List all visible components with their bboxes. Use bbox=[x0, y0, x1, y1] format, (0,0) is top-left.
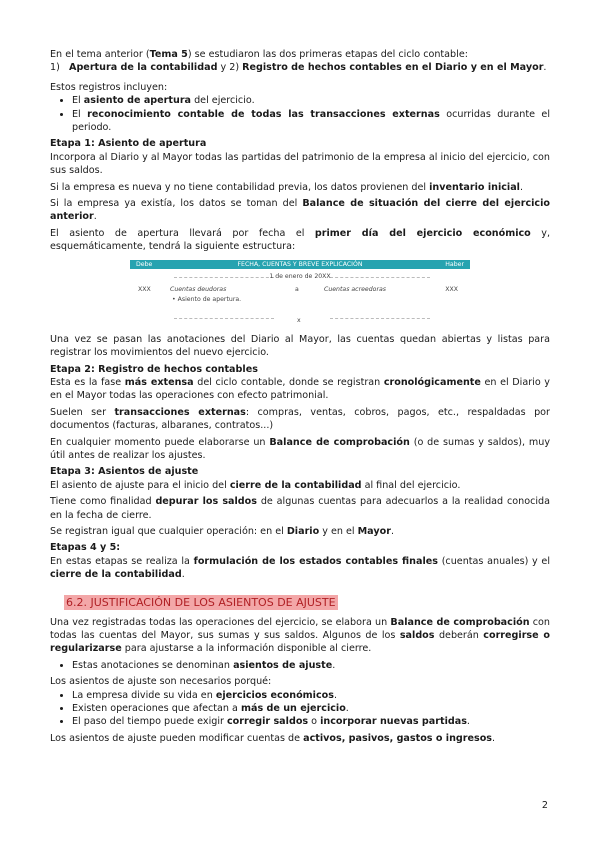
bold-text: Diario bbox=[286, 525, 320, 537]
list-item bbox=[72, 94, 550, 107]
text: El asiento de apertura llevará por fecha el bbox=[50, 227, 315, 239]
bold-text: ejercicios económicos bbox=[215, 689, 334, 701]
text: del ciclo contable, donde se registran bbox=[193, 376, 384, 388]
bold-text: Balance de comprobación bbox=[390, 616, 530, 628]
text: . bbox=[466, 716, 470, 728]
bold-text: corregir saldos bbox=[227, 716, 309, 728]
bold-text: inventario inicial bbox=[429, 181, 520, 193]
etapa1-p1: Incorpora al Diario y al Mayor todas las partidas del patrimonio de la empresa al inicio del ejercicio, con sus saldos. bbox=[50, 151, 550, 177]
text: En cualquier momento puede elaborarse un bbox=[50, 436, 270, 448]
etapa1-p3 bbox=[50, 197, 550, 224]
bold-text: transacciones externas bbox=[114, 406, 246, 418]
etapa1-p4 bbox=[50, 227, 550, 254]
etapa3-heading: Etapa 3: Asientos de ajuste bbox=[50, 466, 199, 478]
text: Una vez registradas todas las operaciones del ejercicio, se elabora un bbox=[50, 616, 391, 628]
text: ocurridas durante el periodo. bbox=[72, 108, 550, 134]
text: . bbox=[333, 689, 338, 701]
text: . bbox=[543, 62, 547, 74]
list-item bbox=[72, 715, 550, 728]
cuentas-acreedoras: Cuentas acreedoras bbox=[324, 285, 387, 293]
list-item bbox=[72, 659, 550, 672]
journal-entry-table bbox=[130, 260, 470, 327]
etapa1-heading: Etapa 1: Asiento de apertura bbox=[50, 138, 207, 150]
bold-text: depurar los saldos bbox=[155, 496, 257, 508]
section62-last bbox=[50, 732, 550, 745]
text: ) se estudiaron las dos primeras etapas del ciclo contable: bbox=[187, 49, 468, 60]
etapa3-p3 bbox=[50, 525, 550, 538]
cuentas-deudoras: Cuentas deudoras bbox=[170, 285, 227, 293]
entry-note: • Asiento de apertura. bbox=[172, 295, 242, 303]
text: Tiene como finalidad bbox=[50, 496, 156, 508]
text: : compras, ventas, cobros, pagos, etc., respaldadas por documentos (facturas, albaranes, contratos...) bbox=[50, 406, 550, 432]
entry-date: 1 de enero de 20XX bbox=[269, 272, 331, 280]
bold-text: asiento de apertura bbox=[83, 95, 192, 107]
etapa2-p3 bbox=[50, 436, 550, 463]
text: La empresa divide su vida en bbox=[72, 689, 216, 701]
text: (o de sumas y saldos), muy útil antes de realizar los ajustes. bbox=[50, 436, 550, 461]
text: El paso del tiempo puede exigir bbox=[72, 716, 227, 728]
etapa1-p2 bbox=[50, 181, 550, 194]
bold-text: saldos bbox=[399, 630, 435, 641]
etapa45-p1 bbox=[50, 555, 550, 582]
text: Si la empresa es nueva y no tiene contabilidad previa, los datos provienen del bbox=[50, 181, 430, 193]
table-body bbox=[130, 269, 470, 327]
text: Los asientos de ajuste pueden modificar cuentas de bbox=[50, 732, 304, 744]
text: . bbox=[181, 569, 185, 581]
text: . bbox=[332, 659, 336, 671]
text: 1) bbox=[50, 62, 60, 74]
bold-text: cierre de la contabilidad bbox=[50, 569, 182, 581]
text: En el tema anterior ( bbox=[50, 49, 150, 60]
registros-list bbox=[50, 94, 550, 134]
col-haber: Haber bbox=[445, 260, 464, 268]
text: Se registran igual que cualquier operación: en el bbox=[50, 525, 287, 537]
reasons-list bbox=[50, 689, 550, 729]
text: deberán bbox=[434, 630, 484, 641]
intro-line-1 bbox=[50, 48, 550, 61]
text: Esta es la fase bbox=[50, 376, 125, 388]
debe-amount: XXX bbox=[138, 285, 151, 293]
page-number: 2 bbox=[541, 800, 548, 811]
text: (cuentas anuales) y el bbox=[437, 555, 550, 567]
bold-text: más extensa bbox=[124, 376, 194, 388]
col-debe: Debe bbox=[136, 260, 153, 268]
bold-text: cronológicamente bbox=[383, 376, 481, 388]
document-page bbox=[50, 48, 550, 748]
text: con todas las cuentas del Mayor, sus sumas y sus saldos. Algunos de los bbox=[50, 616, 550, 641]
bold-text: corregirse o regularizarse bbox=[50, 630, 550, 655]
text: . bbox=[390, 525, 394, 537]
text: y 2) bbox=[217, 62, 243, 74]
bold-text: reconocimiento contable de todas las transacciones externas bbox=[87, 108, 440, 120]
text: para ajustarse a la información disponible al cierre. bbox=[121, 643, 372, 655]
text: y en el bbox=[319, 525, 358, 537]
etapa2-heading: Etapa 2: Registro de hechos contables bbox=[50, 363, 258, 375]
text: Estas anotaciones se denominan bbox=[72, 659, 234, 671]
bold-text: Registro de hechos contables en el Diario y en el Mayor bbox=[242, 62, 544, 74]
text: Existen operaciones que afectan a bbox=[72, 703, 241, 715]
bold-text: cierre de la contabilidad bbox=[229, 479, 362, 491]
text: . bbox=[345, 703, 349, 715]
section62-p1 bbox=[50, 616, 550, 656]
bold-text: activos, pasivos, gastos o ingresos bbox=[303, 732, 493, 744]
etapa2-p2 bbox=[50, 406, 550, 433]
a-separator: a bbox=[295, 285, 299, 293]
bold-text: Mayor bbox=[357, 525, 391, 537]
text: El bbox=[72, 108, 88, 120]
text: y, esquemáticamente, tendrá la siguiente estructura: bbox=[50, 227, 550, 253]
text: en el Diario y en el Mayor todas las operaciones con efecto patrimonial. bbox=[50, 376, 550, 402]
bold-text: Balance de comprobación bbox=[269, 436, 410, 448]
bold-text: Balance de situación del cierre del ejercicio anterior bbox=[50, 198, 550, 223]
col-explicacion: FECHA, CUENTAS Y BREVE EXPLICACIÓN bbox=[237, 260, 363, 268]
text: En estas etapas se realiza la bbox=[50, 555, 194, 567]
bold-text: más de un ejercicio bbox=[240, 703, 346, 715]
text: Si la empresa ya existía, los datos se toman del bbox=[50, 198, 303, 210]
bold-text: formulación de los estados contables finales bbox=[193, 555, 438, 567]
etapa2-p1 bbox=[50, 376, 550, 403]
x-separator: x bbox=[297, 316, 301, 324]
bold-text: Apertura de la contabilidad bbox=[69, 62, 218, 74]
intro-line-2 bbox=[50, 61, 550, 74]
text: El bbox=[72, 95, 84, 107]
table-header bbox=[130, 260, 470, 269]
after-table-text: Una vez se pasan las anotaciones del Diario al Mayor, las cuentas quedan abiertas y listas para registrar los movimientos del nuevo ejercicio. bbox=[50, 333, 550, 359]
etapa45-heading: Etapas 4 y 5: bbox=[50, 542, 121, 554]
section-heading-6-2: 6.2. JUSTIFICACIÓN DE LOS ASIENTOS DE AJUSTE bbox=[66, 595, 336, 609]
bold-text: Tema 5 bbox=[149, 49, 188, 60]
haber-amount: XXX bbox=[445, 285, 458, 293]
bold-text: asientos de ajuste bbox=[233, 659, 333, 671]
etapa3-p2 bbox=[50, 495, 550, 522]
list-item bbox=[72, 689, 550, 702]
divider bbox=[174, 318, 274, 319]
reasons-lead: Los asientos de ajuste son necesarios porqué: bbox=[50, 676, 272, 688]
text: del ejercicio. bbox=[191, 95, 255, 107]
ajuste-list bbox=[50, 659, 550, 672]
text: El asiento de ajuste para el inicio del bbox=[50, 479, 230, 491]
bold-text: incorporar nuevas partidas bbox=[320, 716, 467, 728]
text: . bbox=[519, 181, 524, 193]
text: de algunas cuentas para adecuarlos a la realidad conocida en la fecha de cierre. bbox=[50, 496, 551, 521]
list-item bbox=[72, 108, 550, 135]
list-item bbox=[72, 702, 550, 715]
registros-lead: Estos registros incluyen: bbox=[50, 81, 168, 93]
text: al final del ejercicio. bbox=[361, 479, 461, 491]
bold-text: primer día del ejercicio económico bbox=[314, 227, 531, 239]
text: Suelen ser bbox=[50, 406, 115, 418]
text: . bbox=[492, 732, 496, 744]
divider bbox=[330, 318, 430, 319]
text: . bbox=[93, 211, 97, 223]
etapa3-p1 bbox=[50, 479, 550, 492]
text: o bbox=[308, 716, 321, 728]
